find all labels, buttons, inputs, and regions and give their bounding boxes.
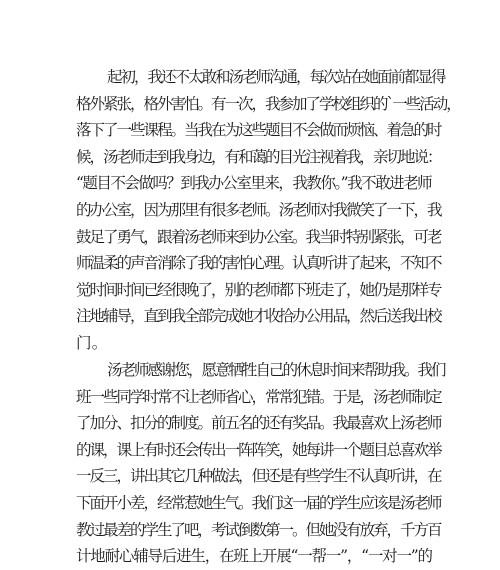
text-line: 教过最差的学生了吧，考试倒数第一。但她没有放弃，千方百 [76, 520, 441, 539]
paragraph-2 [76, 357, 445, 570]
text-line: 落下了一些课程。当我在为这些题目不会做而烦恼、着急的时 [76, 121, 441, 140]
text-line: 起初，我还不太敢和汤老师沟通，每次站在她面前都显得 [107, 68, 445, 86]
text-line: 下面开小差，经常惹她生气。我们这一届的学生应该是汤老师 [76, 493, 441, 512]
text-line: 鼓足了勇气，跟着汤老师来到办公室。我当时特别紧张，可老 [76, 227, 441, 246]
text-line: 门。 [76, 333, 108, 352]
text-line: 一反三，讲出其它几种做法，但还是有些学生不认真听讲，在 [76, 467, 441, 486]
text-line: 的课，课上有时还会传出一阵阵笑，她每讲一个题目总喜欢举 [76, 440, 441, 459]
text-line: 师温柔的声音消除了我的害怕心理。认真听讲了起来，不知不 [76, 254, 441, 273]
text-line: 了加分、扣分的制度。前五名的还有奖品。我最喜欢上汤老师 [76, 414, 441, 433]
text-line: 计地耐心辅导后进生，在班上开展“一帮一”，“一对一”的 [76, 547, 432, 566]
paragraph-1 [76, 64, 460, 357]
text-line: 班一些同学时常不让老师省心，常常犯错。于是，汤老师制定 [76, 387, 441, 406]
text-line: 格外紧张，格外害怕。有一次，我参加了学校组织的`一些活动， [76, 94, 460, 113]
text-line: 候，汤老师走到我身边，有和蔼的目光注视着我，亲切地说： [76, 147, 441, 166]
text-line: 的办公室，因为那里有很多老师。汤老师对我微笑了一下，我 [76, 200, 441, 219]
text-line: 觉时间时间已经很晚了，别的老师都下班走了，她仍是那样专 [76, 280, 441, 299]
text-line: 汤老师感谢您，愿意牺牲自己的休息时间来帮助我。我们 [107, 361, 445, 379]
text-line: “题目不会做吗？到我办公室里来，我教你。”我不敢进老师 [76, 174, 432, 193]
text-line: 注地辅导，直到我全部完成她才收拾办公用品，然后送我出校 [76, 307, 441, 326]
